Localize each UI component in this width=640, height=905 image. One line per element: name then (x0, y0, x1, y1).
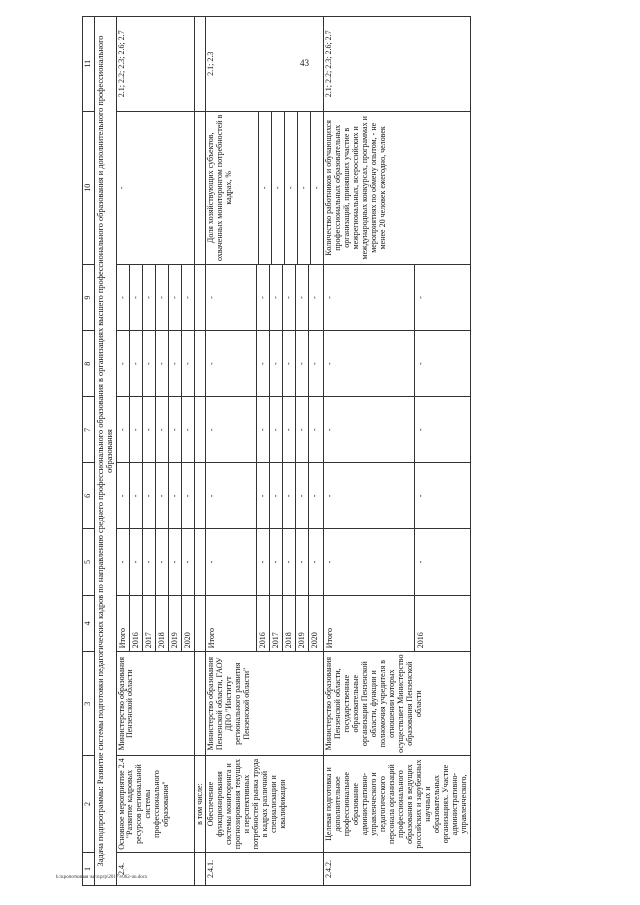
value-cell: - (130, 265, 143, 330)
header-cell: 8 (83, 331, 95, 397)
empty-cell (194, 17, 206, 112)
value-cell: - (182, 296, 192, 299)
value-column (324, 463, 470, 529)
stage-cell: Итого (324, 596, 415, 652)
executor: Министерство образования Пензенской области (116, 652, 194, 756)
value-column (206, 529, 324, 595)
stage-cell: Итого (206, 596, 257, 652)
value-cell: - (156, 529, 169, 594)
header-cell: 3 (83, 652, 95, 756)
value-cell: - (270, 397, 283, 462)
empty-cell (194, 463, 206, 529)
measures-table (82, 16, 471, 886)
value-cell: - (283, 331, 296, 396)
empty-cell (194, 111, 206, 264)
value-cell: - (283, 529, 296, 594)
header-cell: 7 (83, 397, 95, 463)
stage-cell: Итого (117, 596, 130, 652)
value-cell: - (206, 463, 257, 528)
measure-name: в том числе: (194, 756, 206, 853)
value-cell: - (206, 529, 257, 594)
value-cell: - (143, 529, 156, 594)
value-cell: - (143, 331, 156, 396)
value-cell: - (324, 529, 415, 594)
value-cell: - (324, 463, 415, 528)
value-cell: - (156, 397, 169, 462)
rotated-table-wrapper (82, 16, 552, 886)
value-cell: - (310, 428, 320, 432)
empty-cell (194, 595, 206, 652)
stage-cell: 2018 (156, 596, 169, 652)
page-number: 43 (300, 58, 309, 68)
footer-file-path: h:\кропоткиная чага\ргр\2017\v062-un.docx (56, 875, 148, 880)
header-cell: 5 (83, 529, 95, 595)
empty-cell (194, 529, 206, 595)
value-cell: - (182, 428, 192, 432)
value-cell: - (143, 463, 156, 528)
value-column (206, 111, 324, 264)
executor: Министерство образования Пензенской области, ГАОУ ДПО "Институт регионального развития Пензенской области" (206, 652, 324, 756)
value-column (324, 529, 470, 595)
value-cell: - (296, 529, 309, 594)
value-cell: - (206, 331, 257, 396)
stage-cell: 2016 (416, 632, 426, 649)
value-cell: - (182, 560, 192, 564)
section-row (94, 17, 116, 886)
header-cell: 11 (83, 17, 95, 112)
header-cell: 6 (83, 463, 95, 529)
value-column (324, 331, 470, 397)
related-indicators: 2.1; 2.3 (206, 17, 324, 112)
header-cell: 2 (83, 756, 95, 853)
value-cell: - (117, 463, 130, 528)
value-column (324, 265, 470, 331)
value-cell: - (143, 397, 156, 462)
value-cell: - (169, 331, 182, 396)
indicator: Доля хозяйствующих субъектов, охваченных мониторингом потребностей в кадрах, % (206, 112, 259, 264)
stage-cell: 2016 (257, 596, 270, 652)
value-cell: - (285, 112, 298, 264)
value-cell: - (324, 331, 415, 396)
value-cell: - (416, 494, 426, 498)
stage-cell: 2020 (182, 632, 192, 649)
value-cell: - (324, 397, 415, 462)
stage-cell: 2016 (130, 596, 143, 652)
executor: Министерство образования Пензенской области, государственные образовательные организации Пензенской области, функции и полномочия учредителя в отношении которых осуществляет Министерство образования Пензенской области (324, 652, 470, 756)
stage-list (206, 595, 324, 652)
value-cell: - (156, 331, 169, 396)
value-cell: - (257, 331, 270, 396)
value-cell: - (257, 529, 270, 594)
section-title: Задача подпрограммы: Развитие системы подготовки педагогических кадров по направлению среднего профессионального образования в организациях высшего профессионального образования и дополнительного профессионального образования (94, 17, 116, 886)
value-cell: - (310, 362, 320, 366)
measure-name: Основное мероприятие 2.4 "Развитие кадровых ресурсов региональной системы профессионального образования" (116, 756, 194, 853)
stage-cell: 2019 (169, 596, 182, 652)
value-cell: - (310, 296, 320, 299)
related-indicators: 2.1; 2.2; 2.3; 2.6; 2.7 (324, 17, 470, 112)
value-cell: - (130, 529, 143, 594)
value-cell: - (283, 463, 296, 528)
value-cell: - (416, 362, 426, 366)
value-column (206, 331, 324, 397)
header-row (83, 17, 95, 886)
value-column (116, 529, 194, 595)
measure-name: Целевая подготовка и дополнительное профессиональное образование административно-управленческого и педагогического персонала организаций профессионального образования в ведущих российских и зарубежных научных и образовательных организациях. Участие административно-управленческого, (324, 756, 470, 853)
table-row (206, 17, 324, 886)
value-cell: - (182, 494, 192, 498)
stage-cell: 2017 (143, 596, 156, 652)
value-cell: - (296, 265, 309, 330)
value-cell: - (283, 265, 296, 330)
value-column (116, 397, 194, 463)
value-cell: - (117, 529, 130, 594)
indicator: Количество работников и обучающихся профессиональных образовательных организаций, принявших участие в межрегиональных, всероссийских и международных конкурсах, программах и мероприятиях по обмену опытом, - не менее 20 человек ежегодно, человек (324, 111, 470, 264)
value-cell: - (257, 265, 270, 330)
value-cell: - (117, 397, 130, 462)
value-cell: - (272, 112, 285, 264)
related-indicators: 2.1; 2.2; 2.3; 2.6; 2.7 (116, 17, 194, 112)
header-cell: 10 (83, 111, 95, 264)
value-cell: - (182, 362, 192, 366)
empty-cell (194, 265, 206, 331)
empty-cell (194, 331, 206, 397)
value-cell: - (117, 331, 130, 396)
value-column (116, 463, 194, 529)
indicator: - (116, 111, 194, 264)
value-cell: - (259, 112, 272, 264)
value-cell: - (324, 265, 415, 330)
value-cell: - (416, 296, 426, 299)
header-cell: 9 (83, 265, 95, 331)
value-cell: - (296, 463, 309, 528)
value-cell: - (257, 463, 270, 528)
value-column (116, 331, 194, 397)
row-number: 2.4.2. (324, 852, 470, 885)
value-cell: - (270, 331, 283, 396)
stage-cell: 2020 (310, 632, 320, 649)
value-cell: - (130, 463, 143, 528)
header-cell: 4 (83, 595, 95, 652)
value-cell: - (270, 265, 283, 330)
stage-cell: 2018 (283, 596, 296, 652)
stage-cell: 2017 (270, 596, 283, 652)
value-cell: - (169, 463, 182, 528)
value-cell: - (270, 463, 283, 528)
value-cell: - (416, 428, 426, 432)
value-column (206, 397, 324, 463)
value-cell: - (130, 397, 143, 462)
value-cell: - (169, 397, 182, 462)
value-cell: - (283, 397, 296, 462)
value-column (116, 265, 194, 331)
value-cell: - (117, 265, 130, 330)
value-cell: - (143, 265, 156, 330)
stage-list (116, 595, 194, 652)
value-cell: - (206, 265, 257, 330)
value-cell: - (270, 529, 283, 594)
value-cell: - (312, 186, 322, 190)
measure-name: Обеспечение функционирования системы мониторинга и прогнозирования текущих и перспективных потребностей рынка труда в кадрах различной специализации и квалификации (206, 756, 324, 853)
value-cell: - (169, 265, 182, 330)
stage-list (324, 595, 470, 652)
table-row (194, 17, 206, 886)
value-cell: - (310, 560, 320, 564)
value-cell: - (206, 397, 257, 462)
value-cell: - (296, 397, 309, 462)
value-cell: - (416, 560, 426, 564)
stage-cell: 2019 (296, 596, 309, 652)
value-cell: - (130, 331, 143, 396)
value-cell: - (298, 112, 311, 264)
empty-cell (194, 397, 206, 463)
value-cell: - (156, 265, 169, 330)
value-cell: - (257, 397, 270, 462)
row-number (194, 852, 206, 885)
empty-cell (194, 652, 206, 756)
table-row (324, 17, 470, 886)
value-column (206, 463, 324, 529)
row-number: 2.4. (116, 852, 194, 885)
table-row (116, 17, 194, 886)
row-number: 2.4.1. (206, 852, 324, 885)
header-cell: 1 (83, 852, 95, 885)
value-column (206, 265, 324, 331)
value-cell: - (310, 494, 320, 498)
value-cell: - (296, 331, 309, 396)
value-cell: - (156, 463, 169, 528)
value-column (324, 397, 470, 463)
value-cell: - (169, 529, 182, 594)
